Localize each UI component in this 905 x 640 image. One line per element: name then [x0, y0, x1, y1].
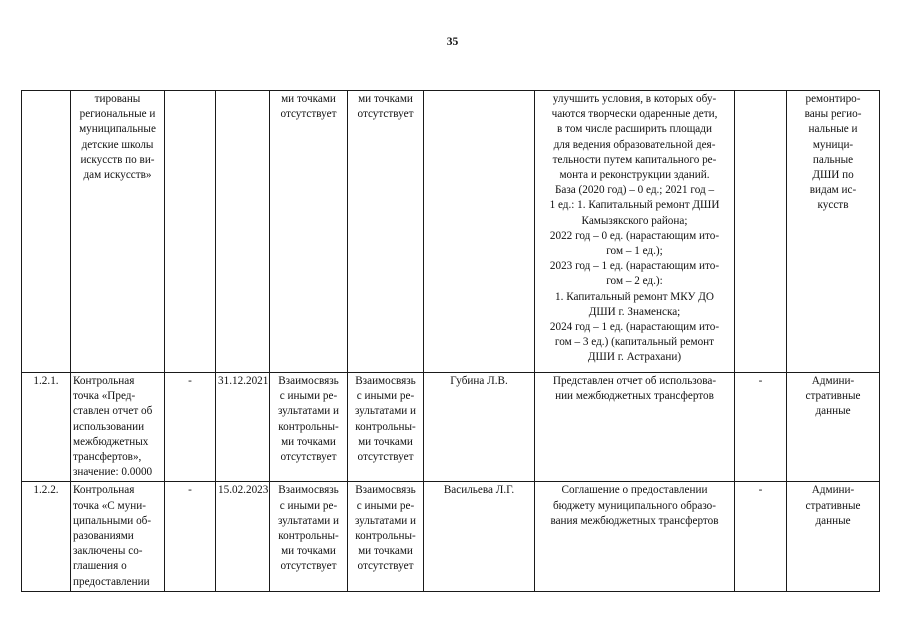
plan-table: [21, 90, 880, 592]
level-cell: -: [735, 373, 787, 482]
date-cell: 15.02.2023: [216, 482, 270, 591]
table-row: [22, 373, 880, 482]
name-cell: тированы региональные и муниципальные детские школы искусств по ви- дам искусств»: [71, 91, 165, 373]
relation-previous-cell: ми точками отсутствует: [270, 91, 348, 373]
date-cell: [216, 91, 270, 373]
name-cell: Контрольная точка «С муни- ципальными об- разованиями заключены со- глашения о предоставлении: [71, 482, 165, 591]
description-cell: Представлен отчет об использова- нии межбюджетных трансфертов: [535, 373, 735, 482]
row-number-cell: [22, 91, 71, 373]
responsible-cell: Губина Л.В.: [424, 373, 535, 482]
source-cell: Админи- стративные данные: [787, 482, 880, 591]
relation-previous-cell: Взаимосвязь с иными ре- зультатами и контрольны- ми точками отсутствует: [270, 482, 348, 591]
base-value-cell: [165, 91, 216, 373]
source-cell: Админи- стративные данные: [787, 373, 880, 482]
table-row: [22, 482, 880, 591]
date-cell: 31.12.2021: [216, 373, 270, 482]
row-number-cell: 1.2.1.: [22, 373, 71, 482]
page-number: 35: [446, 36, 459, 48]
description-cell: Соглашение о предоставлении бюджету муниципального образо- вания межбюджетных трансфертов: [535, 482, 735, 591]
base-value-cell: -: [165, 482, 216, 591]
level-cell: -: [735, 482, 787, 591]
relation-next-cell: Взаимосвязь с иными ре- зультатами и контрольны- ми точками отсутствует: [348, 373, 424, 482]
level-cell: [735, 91, 787, 373]
source-cell: ремонтиро- ваны регио- нальные и муници- пальные ДШИ по видам ис- кусств: [787, 91, 880, 373]
responsible-cell: [424, 91, 535, 373]
name-cell: Контрольная точка «Пред- ставлен отчет об использовании межбюджетных трансфертов», значение: 0.0000: [71, 373, 165, 482]
relation-previous-cell: Взаимосвязь с иными ре- зультатами и контрольны- ми точками отсутствует: [270, 373, 348, 482]
responsible-cell: Васильева Л.Г.: [424, 482, 535, 591]
row-number-cell: 1.2.2.: [22, 482, 71, 591]
base-value-cell: -: [165, 373, 216, 482]
table-row: [22, 91, 880, 373]
relation-next-cell: Взаимосвязь с иными ре- зультатами и контрольны- ми точками отсутствует: [348, 482, 424, 591]
relation-next-cell: ми точками отсутствует: [348, 91, 424, 373]
description-cell: улучшить условия, в которых обу- чаются творчески одаренные дети, в том числе расширить площади для ведения образовательной дея- тельности путем капитального ре- монта и реконструкции зданий. База (2020 год) – 0 ед.; 2021 год – 1 ед.: 1. Капитальный ремонт ДШИ Камызякского района; 2022 год – 0 ед. (нарастающим ито- гом – 1 ед.); 2023 год – 1 ед. (нарастающим ито- гом – 2 ед.): 1. Капитальный ремонт МКУ ДО ДШИ г. Знаменска; 2024 год – 1 ед. (нарастающим ито- гом – 3 ед.) (капитальный ремонт ДШИ г. Астрахани): [535, 91, 735, 373]
